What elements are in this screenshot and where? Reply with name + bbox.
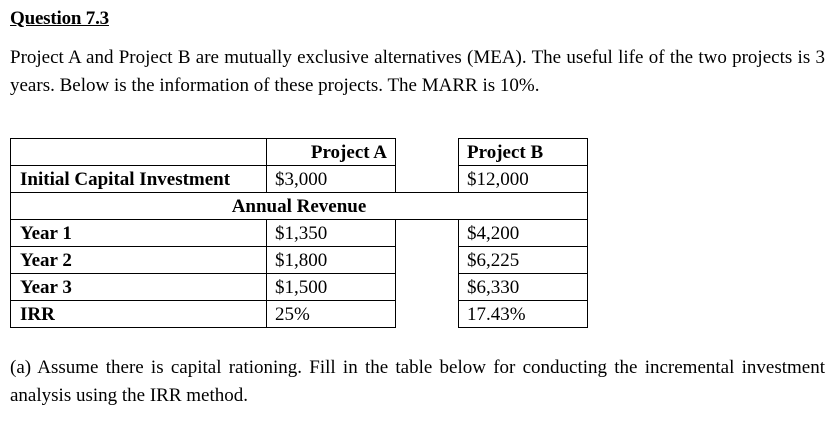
- year3-a: $1,500: [267, 274, 396, 301]
- year3-b: $6,330: [459, 274, 588, 301]
- question-intro: Project A and Project B are mutually exclusive alternatives (MEA). The useful life of the two projects is 3 years. Below is the information of these projects. The MARR is 10%.: [10, 47, 825, 96]
- gap-cell: [396, 301, 459, 328]
- irr-b: 17.43%: [459, 301, 588, 328]
- table-row: [11, 301, 588, 328]
- initial-investment-b: $12,000: [459, 166, 588, 193]
- question-part-a: (a) Assume there is capital rationing. Fill in the table below for conducting the incremental investment analysis using the IRR method.: [10, 357, 825, 406]
- gap-cell: [396, 220, 459, 247]
- irr-a: 25%: [267, 301, 396, 328]
- annual-revenue-label: Annual Revenue: [11, 193, 588, 220]
- year1-a: $1,350: [267, 220, 396, 247]
- empty-header-cell: [11, 139, 267, 166]
- table-row: [11, 274, 588, 301]
- header-project-a: Project A: [267, 139, 396, 166]
- initial-investment-a: $3,000: [267, 166, 396, 193]
- table-row: [11, 247, 588, 274]
- project-table: [10, 138, 588, 328]
- row-label-irr: IRR: [11, 301, 267, 328]
- initial-investment-label: Initial Capital Investment: [11, 166, 267, 193]
- question-title: Question 7.3: [10, 8, 109, 29]
- gap-cell: [396, 274, 459, 301]
- year2-b: $6,225: [459, 247, 588, 274]
- gap-cell: [396, 139, 459, 166]
- row-label-year1: Year 1: [11, 220, 267, 247]
- gap-cell: [396, 166, 459, 193]
- table-row: [11, 220, 588, 247]
- year1-b: $4,200: [459, 220, 588, 247]
- header-project-b: Project B: [459, 139, 588, 166]
- row-label-year3: Year 3: [11, 274, 267, 301]
- initial-investment-row: [11, 166, 588, 193]
- year2-a: $1,800: [267, 247, 396, 274]
- annual-revenue-row: [11, 193, 588, 220]
- row-label-year2: Year 2: [11, 247, 267, 274]
- gap-cell: [396, 247, 459, 274]
- header-row: [11, 139, 588, 166]
